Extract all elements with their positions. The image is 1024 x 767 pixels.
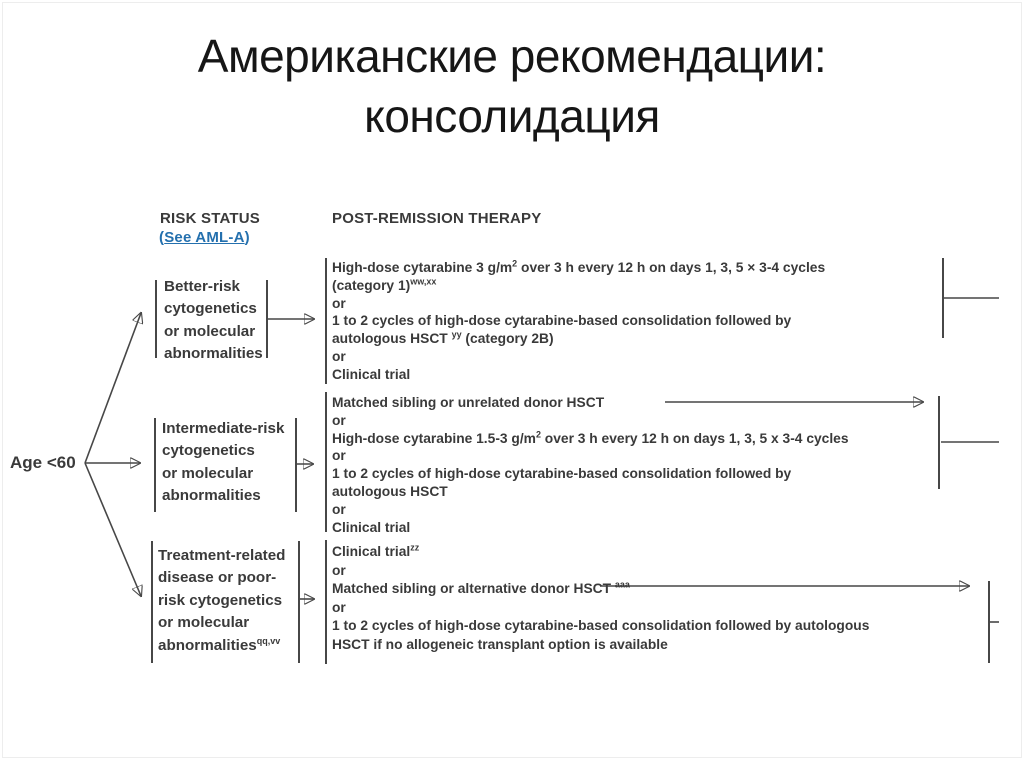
text-line: cytogenetics [164, 300, 257, 318]
text-line: High-dose cytarabine 1.5-3 $g/m^2$ over 3 h every 12 h on days 1, 3, 5 x 3-4 cycles [332, 429, 849, 446]
text-line: Better-risk [164, 278, 240, 295]
text-line: or [332, 348, 346, 364]
title-line-1: Американские рекомендации: [197, 30, 827, 82]
text-line: or [332, 599, 346, 615]
text-line: 1 to 2 cycles of high-dose cytarabine-based consolidation followed by [332, 466, 792, 482]
text-line: (category 1)$^{ww,xx}$ [332, 276, 437, 293]
text-line: Matched sibling or unrelated donor HSCT [332, 395, 605, 410]
text-line: Intermediate-risk [162, 420, 285, 437]
age-label: Age <60 [10, 453, 76, 472]
text-line: or [332, 562, 346, 578]
text-line: Clinical trial [332, 366, 411, 382]
column-header-post-remission-therapy: POST-REMISSION THERAPY [332, 210, 542, 227]
see-aml-a-link[interactable] [159, 229, 250, 246]
branch-arrow-down [85, 463, 141, 596]
text-line: autologous HSCT [332, 483, 448, 499]
text-line: (See AML-A) [159, 229, 250, 246]
title-line-2: консолидация [364, 90, 660, 142]
text-line: or molecular [158, 614, 250, 632]
risk-box-treatment-related [158, 545, 285, 657]
therapy-block-poor-risk [332, 543, 869, 655]
text-line: Clinical trial [332, 519, 411, 535]
right-edge-connectors [939, 258, 999, 663]
branch-arrows [85, 313, 141, 596]
text-line: disease or poor- [158, 569, 277, 587]
therapy-block-better-risk [332, 259, 825, 384]
text-line: or [332, 412, 346, 428]
text-line: abnormalities$^{qq,vv}$ [158, 635, 281, 654]
text-line: cytogenetics [162, 442, 255, 460]
risk-box-intermediate [162, 418, 284, 508]
risk-box-better [164, 276, 263, 366]
text-line: or molecular [162, 464, 254, 482]
text-line: risk cytogenetics [158, 591, 283, 609]
branch-arrow-up [85, 313, 141, 463]
text-line: Treatment-related [158, 547, 286, 564]
column-header-risk-status: RISK STATUS [160, 210, 260, 227]
text-line: Clinical trial$^{zz}$ [332, 542, 420, 559]
text-line: Matched sibling or alternative donor HSCT $^{aaa}$ [332, 579, 630, 597]
text-line: 1 to 2 cycles of high-dose cytarabine-based consolidation followed by [332, 313, 792, 329]
text-line: autologous HSCT $^{yy}$ (category 2B) [332, 329, 554, 347]
text-line: abnormalities [162, 487, 261, 505]
text-line: or molecular [164, 322, 256, 340]
text-line: abnormalities [164, 345, 263, 363]
text-line: or [332, 295, 346, 311]
text-line: 1 to 2 cycles of high-dose cytarabine-based consolidation followed by autologous [332, 618, 870, 634]
text-line: or [332, 448, 346, 464]
text-line: High-dose cytarabine 3 $g/m^2$ over 3 h every 12 h on days 1, 3, 5 × 3-4 cycles [332, 258, 826, 275]
therapy-block-intermediate-risk [332, 394, 849, 536]
text-line: or [332, 501, 346, 517]
text-line: HSCT if no allogeneic transplant option is available [332, 636, 668, 652]
